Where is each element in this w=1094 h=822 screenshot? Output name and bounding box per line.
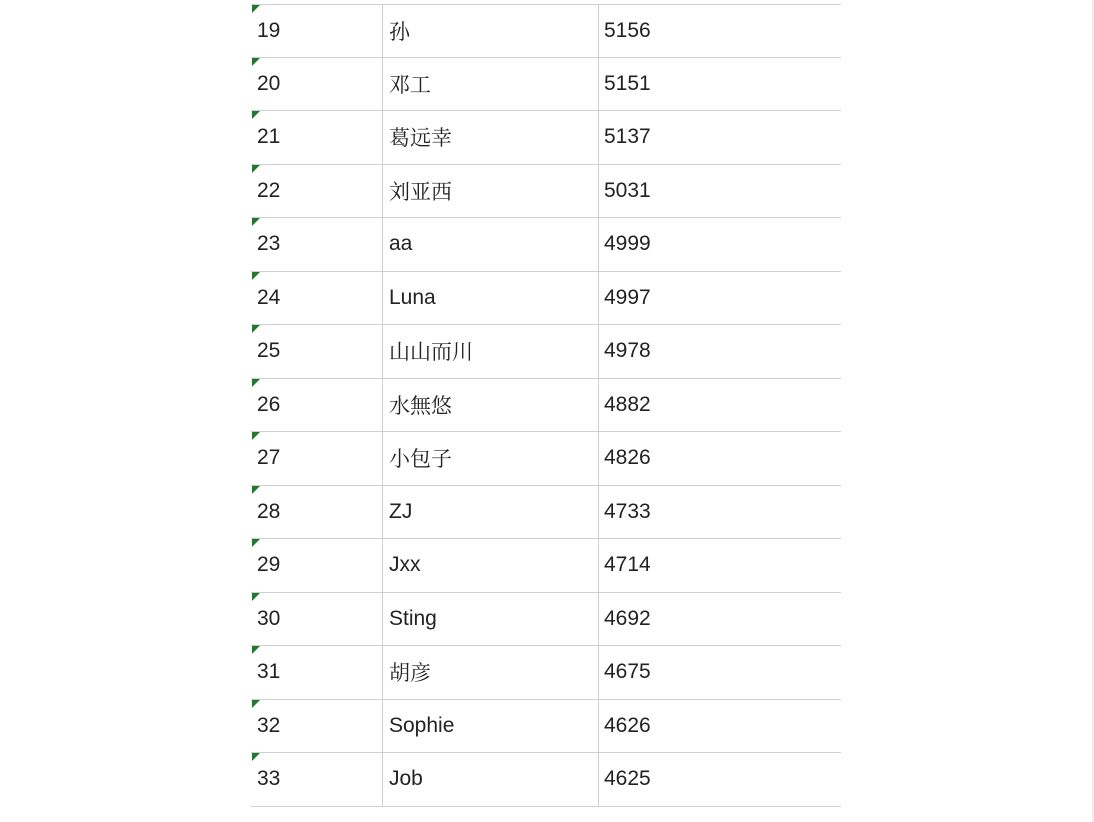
table-row [251, 272, 841, 326]
rank-cell[interactable] [251, 379, 382, 432]
score-cell[interactable] [598, 646, 841, 699]
rank-cell[interactable] [251, 218, 382, 271]
score-value: 5137 [604, 125, 651, 149]
score-cell[interactable] [598, 58, 841, 111]
table-row [251, 111, 841, 165]
table-row [251, 753, 841, 807]
rank-cell[interactable] [251, 593, 382, 646]
rank-cell[interactable] [251, 325, 382, 378]
score-cell[interactable] [598, 111, 841, 164]
score-cell[interactable] [598, 432, 841, 485]
rank-value: 31 [257, 660, 281, 684]
number-stored-as-text-flag-icon [252, 379, 260, 387]
score-value: 4997 [604, 285, 651, 309]
score-value: 5031 [604, 178, 651, 202]
rank-cell[interactable] [251, 432, 382, 485]
table-row [251, 700, 841, 754]
score-value: 4714 [604, 553, 651, 577]
score-value: 5151 [604, 71, 651, 95]
name-value: 山山而川 [389, 341, 473, 365]
rank-value: 20 [257, 71, 281, 95]
name-value: Jxx [389, 553, 421, 577]
score-cell[interactable] [598, 486, 841, 539]
score-value: 5156 [604, 18, 651, 42]
name-value: Luna [389, 285, 436, 309]
score-cell[interactable] [598, 272, 841, 325]
score-value: 4826 [604, 446, 651, 470]
rank-value: 25 [257, 339, 281, 363]
score-cell[interactable] [598, 5, 841, 57]
name-value: 葛远幸 [389, 127, 452, 151]
number-stored-as-text-flag-icon [252, 111, 260, 119]
rank-value: 19 [257, 18, 281, 42]
number-stored-as-text-flag-icon [252, 325, 260, 333]
score-value: 4999 [604, 232, 651, 256]
number-stored-as-text-flag-icon [252, 58, 260, 66]
name-cell[interactable] [382, 111, 598, 164]
name-value: 水無悠 [389, 394, 452, 418]
name-value: aa [389, 232, 413, 256]
name-value: 刘亚西 [389, 180, 452, 204]
rank-cell[interactable] [251, 165, 382, 218]
name-cell[interactable] [382, 753, 598, 806]
rank-cell[interactable] [251, 646, 382, 699]
name-cell[interactable] [382, 593, 598, 646]
rank-value: 23 [257, 232, 281, 256]
table-row [251, 379, 841, 433]
score-cell[interactable] [598, 379, 841, 432]
rank-cell[interactable] [251, 753, 382, 806]
table-row [251, 4, 841, 58]
number-stored-as-text-flag-icon [252, 218, 260, 226]
score-value: 4978 [604, 339, 651, 363]
score-value: 4882 [604, 392, 651, 416]
score-value: 4692 [604, 606, 651, 630]
name-cell[interactable] [382, 325, 598, 378]
number-stored-as-text-flag-icon [252, 753, 260, 761]
name-cell[interactable] [382, 539, 598, 592]
rank-cell[interactable] [251, 111, 382, 164]
name-cell[interactable] [382, 486, 598, 539]
score-cell[interactable] [598, 165, 841, 218]
name-value: Job [389, 767, 423, 791]
spreadsheet-table [251, 4, 841, 808]
rank-value: 29 [257, 553, 281, 577]
number-stored-as-text-flag-icon [252, 593, 260, 601]
rank-value: 30 [257, 606, 281, 630]
number-stored-as-text-flag-icon [252, 5, 260, 13]
name-cell[interactable] [382, 379, 598, 432]
name-cell[interactable] [382, 646, 598, 699]
name-cell[interactable] [382, 58, 598, 111]
number-stored-as-text-flag-icon [252, 272, 260, 280]
score-cell[interactable] [598, 218, 841, 271]
rank-cell[interactable] [251, 700, 382, 753]
table-row [251, 486, 841, 540]
rank-cell[interactable] [251, 486, 382, 539]
rank-value: 33 [257, 767, 281, 791]
number-stored-as-text-flag-icon [252, 646, 260, 654]
rank-cell[interactable] [251, 272, 382, 325]
score-value: 4625 [604, 767, 651, 791]
rank-cell[interactable] [251, 539, 382, 592]
rank-cell[interactable] [251, 5, 382, 57]
score-value: 4626 [604, 713, 651, 737]
score-cell[interactable] [598, 753, 841, 806]
rank-value: 32 [257, 713, 281, 737]
name-value: ZJ [389, 499, 413, 523]
table-row [251, 218, 841, 272]
name-cell[interactable] [382, 700, 598, 753]
name-value: 孙 [389, 20, 410, 44]
rank-value: 27 [257, 446, 281, 470]
number-stored-as-text-flag-icon [252, 700, 260, 708]
name-value: 胡彦 [389, 662, 431, 686]
name-value: Sting [389, 606, 437, 630]
score-value: 4733 [604, 499, 651, 523]
score-cell[interactable] [598, 593, 841, 646]
rank-value: 28 [257, 499, 281, 523]
table-row [251, 325, 841, 379]
score-value: 4675 [604, 660, 651, 684]
name-value: 邓工 [389, 73, 431, 97]
rank-value: 24 [257, 285, 281, 309]
table-row [251, 593, 841, 647]
rank-cell[interactable] [251, 58, 382, 111]
name-cell[interactable] [382, 165, 598, 218]
name-value: Sophie [389, 713, 455, 737]
number-stored-as-text-flag-icon [252, 486, 260, 494]
rank-value: 26 [257, 392, 281, 416]
table-row [251, 165, 841, 219]
name-value: 小包子 [389, 448, 452, 472]
table-row [251, 432, 841, 486]
name-cell[interactable] [382, 432, 598, 485]
name-cell[interactable] [382, 5, 598, 57]
table-row [251, 539, 841, 593]
number-stored-as-text-flag-icon [252, 432, 260, 440]
score-cell[interactable] [598, 700, 841, 753]
name-cell[interactable] [382, 218, 598, 271]
rank-value: 22 [257, 178, 281, 202]
rank-value: 21 [257, 125, 281, 149]
number-stored-as-text-flag-icon [252, 539, 260, 547]
score-cell[interactable] [598, 539, 841, 592]
table-row [251, 646, 841, 700]
table-row [251, 58, 841, 112]
number-stored-as-text-flag-icon [252, 165, 260, 173]
score-cell[interactable] [598, 325, 841, 378]
name-cell[interactable] [382, 272, 598, 325]
